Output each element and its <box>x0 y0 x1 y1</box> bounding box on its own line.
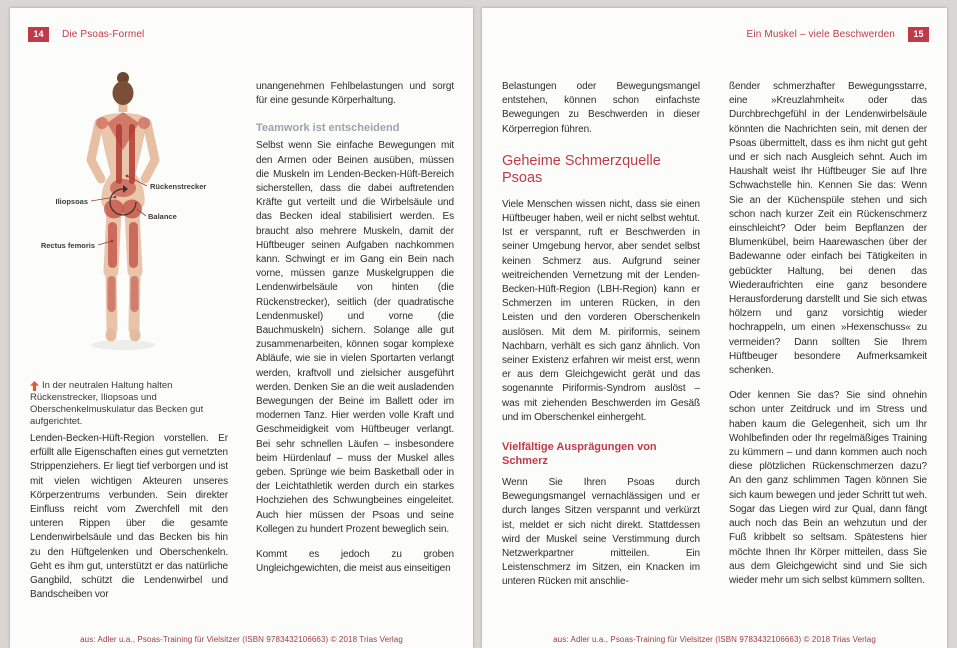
chapter-title: Die Psoas-Formel <box>62 29 145 40</box>
page-left <box>10 8 473 648</box>
paragraph: Belastungen oder Bewegungsmangel entstehen, können schon einfachste Bewegungen zu Beschwerden in dieser Körperregion führen. <box>502 81 700 135</box>
ground-shadow <box>91 340 155 350</box>
paragraph: Oder kennen Sie das? Sie sind ohnehin schon unter Zeitdruck und im Stress und haben kaum die Gelegenheit, sich um Ihr Wohlbefinden oder Ihr regelmäßiges Training zu kümmern – und dann kommen auch noch diese plötzlichen Rückenschmerzen dazu? An den ganz schlimmen Tagen können Sie sich kaum bewegen und jeder Schritt tut weh. Sogar das Liegen wird zur Qual, dann fängt auch noch das Bein an wehzutun und der Fuß kribbelt so seltsam. Spätestens hier möchte Ihnen Ihr Körper mitteilen, dass Sie aus dem Gleichgewicht sind und Sie sich wieder mehr um sich selbst kümmern sollten. <box>729 390 927 586</box>
paragraph: Lenden-Becken-Hüft-Region vorstellen. Er erfüllt alle Eigenschaften eines gut vernetzten Strippenziehers. Er liegt tief verborgen und ist mit vielen wichtigen Akteuren unseres Körperzentrums verbunden. Sein direkter Einfluss reicht vom Zwerchfell mit den unteren Rippen über die gesamte Lendenwirbelsäule und das Becken bis hin zu den Hüftgelenken und Oberschenkeln. Geht es ihm gut, unterstützt er das natürliche Gangbild, schützt die Lendenwirbel und Bandscheiben vor <box>30 433 228 601</box>
paragraph: ßender schmerzhafter Bewegungsstarre, eine »Kreuzlahmheit« oder das Durchbrechgefühl in der Lendenwirbelsäule könnten die Nachrichten sein, mit denen der Psoas übermittelt, dass es ihm nicht gut geht und er sich nach Ausgleich sehnt. Auch im Haushalt weist Ihr Hüftbeuger Sie auf Ihre Schwachstelle hin. Kennen Sie das: Wenn Sie an der Küchenspüle stehen und sich schon nach kurzer Zeit ein Rückenschmerz einschleicht? Oder beim Bepflanzen der Blumenkübel, beim Haarewaschen über der Badewanne oder einfach bei Tätigkeiten in gebückter Haltung, bei denen das Wiederaufrichten eine ganz besondere Herausforderung darstellt und Sie sich etwas hölzern und ganz vorsichtig wieder hochrappeln, um einen »Hexenschuss« zu vermeiden? Dann sollten Sie Ihrem Hüftbeuger besondere Aufmerksamkeit schenken. <box>729 81 927 377</box>
page-right <box>482 8 947 648</box>
subheading-auspraegungen: Vielfältige Ausprägungen von Schmerz <box>502 441 657 467</box>
chapter-title: Ein Muskel – viele Beschwerden <box>746 29 895 40</box>
page-footer: aus: Adler u.a., Psoas-Training für Vielsitzer (ISBN 9783432106663) © 2018 Trias Verlag <box>553 635 876 644</box>
anatomy-figure-svg <box>28 66 228 372</box>
left-column-1 <box>30 432 228 602</box>
figure-caption <box>30 380 227 428</box>
paragraph: Wenn Sie Ihren Psoas durch Bewegungsmangel vernachlässigen und er durch langes Sitzen verspannt und verkürzt ist, meldet er sich nicht direkt. Stattdessen wird der Muskel seine Verstimmung durch Netzwerkpartner mitteilen. Ein Leistenschmerz im Sitzen, ein Knacken im unteren Rücken mit anschlie- <box>502 477 700 588</box>
paragraph: unangenehmen Fehlbelastungen und sorgt für eine gesunde Körperhaltung. <box>256 81 454 107</box>
page-number-badge: 15 <box>908 27 929 42</box>
figure-label-rectus-femoris: Rectus femoris <box>40 241 95 250</box>
paragraph: Selbst wenn Sie einfache Bewegungen mit den Armen oder Beinen ausüben, müssen die Muskeln im Lenden-Becken-Hüft-Bereich sicherstellen, dass die dabei auftretenden Kräfte gut verteilt und die Wirbelsäule und das Becken ideal stabilisiert werden. Es braucht also mehrere Muskeln, damit der Hüftbeuger seinen Aufgaben nachkommen kann. Schwingt er im Gang ein Bein nach vorne, müssen ganze Muskelgruppen die Lendenwirbelsäule von hinten (die Rückenstrecker), seitlich (der quadratische Lendenmuskel) und vorne (die Bauchmuskeln) sichern. Solange alle gut zusammenarbeiten, können sogar komplexe Abläufe, wie sie in vielen Sportarten verlangt werden, kraftvoll und zielsicher ausgeführt werden. Denken Sie an die weit ausladenden Bewegungen der Beine im Ballett oder im modernen Tanz. Hier werden volle Kraft und Geschmeidigkeit vom Hüftbeuger verlangt. Bei sehr schnellen Läufen – insbesondere beim Hürdenlauf – muss der Muskel alles geben. Sprünge wie beim Basketball oder in der Leichtathletik werden durch ein starkes Hochziehen des Schwungbeines eingeleitet. Auch hier müssen der Psoas und seine Kollegen zu hundert Prozent beweglich sein. <box>256 140 454 535</box>
paragraph: Kommt es jedoch zu groben Ungleichgewichten, die meist aus einseitigen <box>256 549 454 575</box>
figure-label-balance: Balance <box>148 212 177 221</box>
anatomy-figure <box>28 66 228 372</box>
arrow-up-icon <box>30 381 39 391</box>
page-footer: aus: Adler u.a., Psoas-Training für Vielsitzer (ISBN 9783432106663) © 2018 Trias Verlag <box>80 635 403 644</box>
page-number-badge: 14 <box>28 27 49 42</box>
paragraph: Viele Menschen wissen nicht, dass sie einen Hüftbeuger haben, weil er nicht selbst wehtut. Ist er verspannt, ruft er Beschwerden in seiner Umgebung hervor, aber sendet selbst keinen Schmerz aus. Aufgrund seiner weitreichenden Vernetzung mit der Lenden-Becken-Hüft-Region (LBH-Region) kann er Schmerzen im unteren Rücken, in den Leisten und den vorderen Oberschenkeln auslösen. Mit dem M. piriformis, seinem Nachbarn, verhält es sich ganz ähnlich. Von seiner Existenz erfahren wir meist erst, wenn er aus dem Gleichgewicht gerät und das sogenannte Piriformis-Syndrom auslöst – was mit ziehenden Beschwerden im Gesäß und im Oberschenkel einhergeht. <box>502 198 700 423</box>
section-heading-schmerzquelle: Geheime Schmerzquelle Psoas <box>502 152 661 187</box>
figure-caption-text: In der neutralen Haltung halten Rückenstrecker, Iliopsoas und Oberschenkelmuskulatur das Becken gut aufgerichtet. <box>30 380 204 427</box>
left-column-2 <box>256 80 454 577</box>
figure-label-rueckenstrecker: Rückenstrecker <box>150 182 207 191</box>
right-column-1 <box>502 80 700 590</box>
right-column-2 <box>729 80 927 588</box>
figure-label-iliopsoas: Iliopsoas <box>55 197 88 206</box>
subheading-teamwork: Teamwork ist entscheidend <box>256 122 400 135</box>
